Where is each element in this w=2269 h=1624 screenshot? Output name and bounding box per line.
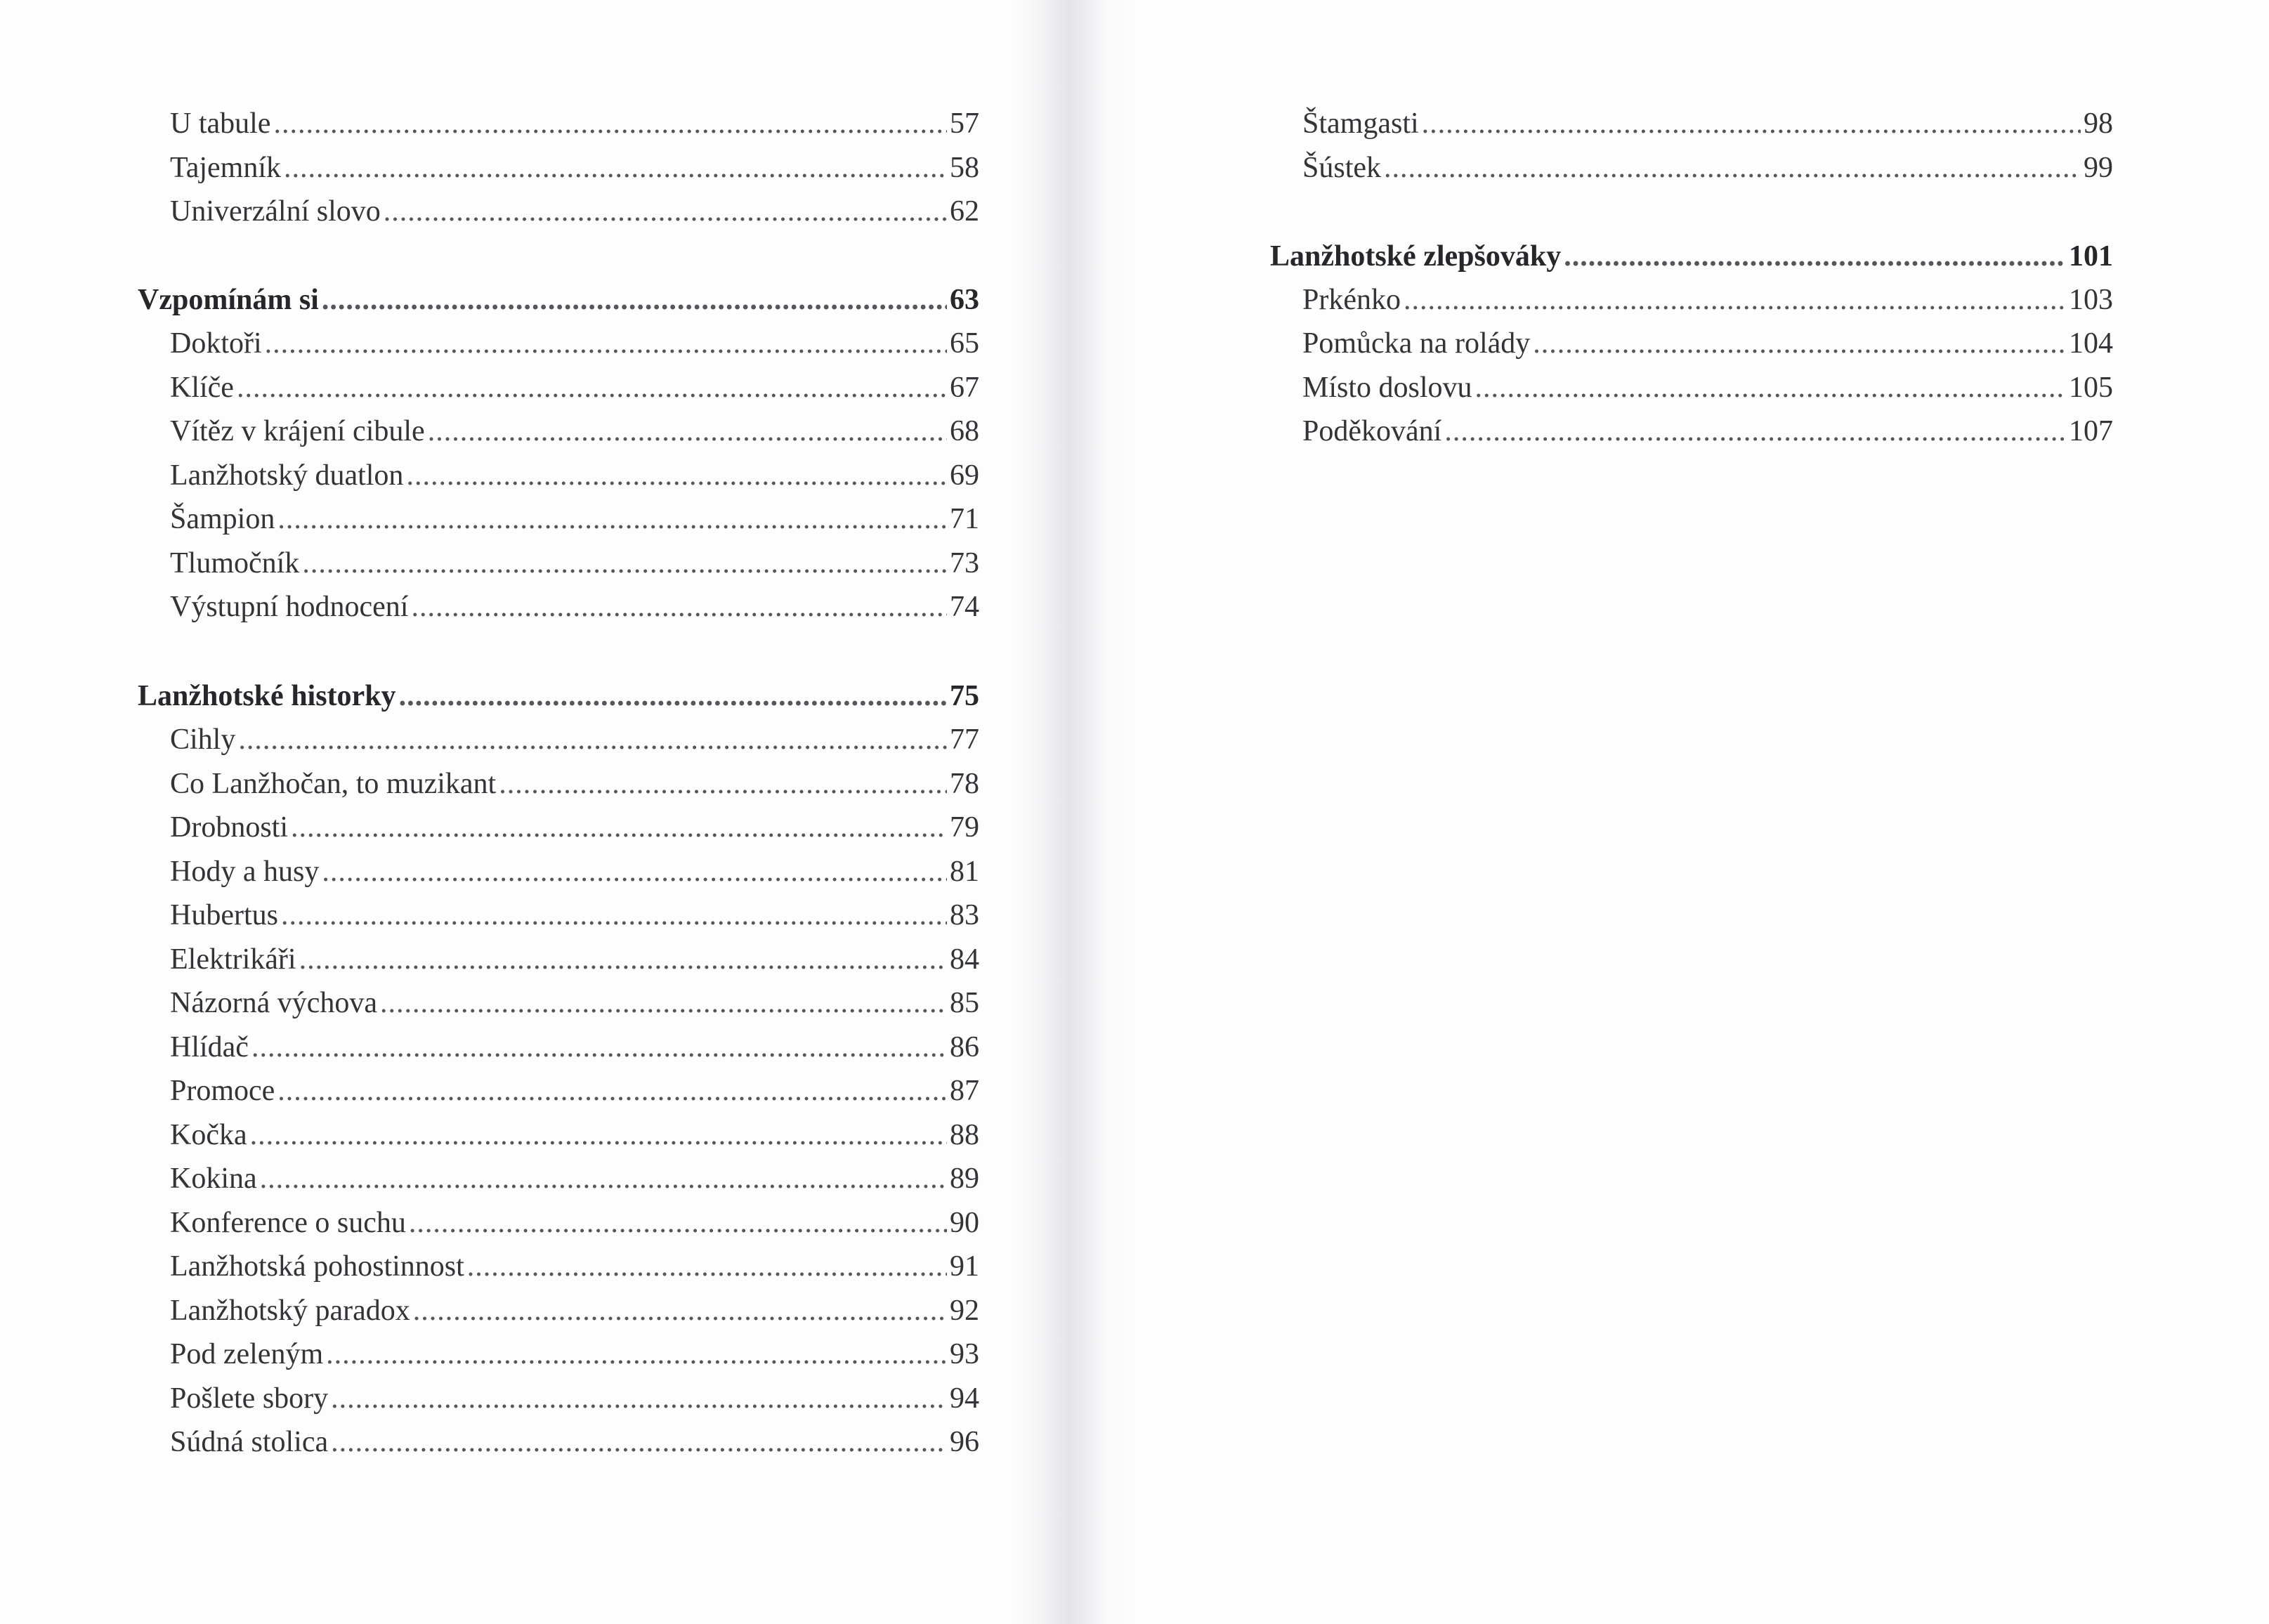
toc-leader-dots — [413, 1291, 947, 1330]
toc-leader-dots — [1564, 237, 2066, 276]
toc-leader-dots — [322, 852, 947, 891]
toc-entry-title: Hubertus — [170, 899, 278, 931]
toc-entry — [138, 983, 979, 1023]
toc-entry — [138, 1028, 979, 1067]
toc-entry — [1270, 368, 2113, 407]
toc-leader-dots — [237, 368, 947, 407]
toc-entry — [138, 764, 979, 804]
toc-entry — [138, 148, 979, 188]
toc-section-title: Lanžhotské historky — [138, 680, 396, 712]
toc-entry-title: Pošlete sbory — [170, 1382, 329, 1415]
toc-entry-title: Drobnosti — [170, 811, 288, 844]
toc-entry — [1270, 324, 2113, 363]
toc-entry-title: Súdná stolica — [170, 1426, 329, 1458]
toc-entry-title: Promoce — [170, 1075, 275, 1107]
toc-leader-dots — [411, 587, 947, 627]
toc-entry-title: Hody a husy — [170, 856, 320, 888]
toc-leader-dots — [277, 1071, 947, 1111]
toc-entry-page: 99 — [2084, 152, 2113, 184]
toc-entry-title: Lanžhotský duatlon — [170, 459, 404, 492]
toc-entry-title: Lanžhotský paradox — [170, 1295, 410, 1327]
toc-entry-page: 103 — [2069, 284, 2113, 316]
toc-entry-title: Vítěz v krájení cibule — [170, 415, 425, 447]
toc-leader-dots — [238, 720, 947, 759]
toc-entry-page: 79 — [950, 811, 979, 844]
toc-entry — [138, 412, 979, 451]
toc-entry — [138, 940, 979, 979]
toc-leader-dots — [406, 456, 947, 495]
toc-entry-title: Místo doslovu — [1302, 372, 1472, 404]
toc-entry-title: Pomůcka na rolády — [1302, 327, 1531, 360]
toc-entry-page: 84 — [950, 943, 979, 976]
toc-entry-page: 90 — [950, 1207, 979, 1239]
toc-leader-dots — [299, 940, 947, 979]
toc-section-title: Lanžhotské zlepšováky — [1270, 240, 1562, 273]
toc-entry — [138, 192, 979, 231]
toc-entry-page: 96 — [950, 1426, 979, 1458]
toc-entry — [138, 1071, 979, 1111]
toc-entry-page: 86 — [950, 1031, 979, 1063]
toc-leader-dots — [1404, 280, 2066, 320]
toc-entry-page: 74 — [950, 591, 979, 623]
book-gutter — [1012, 0, 1138, 1624]
toc-leader-dots — [251, 1028, 947, 1067]
toc-leader-dots — [1422, 104, 2081, 143]
toc-leader-dots — [260, 1159, 947, 1198]
toc-entry — [138, 544, 979, 583]
toc-entry — [138, 1159, 979, 1198]
toc-entry-title: Štamgasti — [1302, 107, 1419, 140]
toc-leader-dots — [322, 280, 947, 320]
toc-leader-dots — [499, 764, 947, 804]
toc-entry-title: Elektrikáři — [170, 943, 296, 976]
toc-section-page: 63 — [950, 284, 979, 316]
toc-section-heading — [138, 280, 979, 320]
toc-entry-title: Co Lanžhočan, to muzikant — [170, 768, 497, 800]
toc-leader-dots — [265, 324, 947, 363]
toc-leader-dots — [284, 148, 947, 188]
toc-entry-page: 94 — [950, 1382, 979, 1415]
toc-entry-title: Univerzální slovo — [170, 195, 381, 228]
toc-entry — [138, 1335, 979, 1374]
toc-entry — [1270, 148, 2113, 188]
toc-section-page: 75 — [950, 680, 979, 712]
toc-entry-page: 81 — [950, 856, 979, 888]
toc-entry-page: 91 — [950, 1250, 979, 1283]
toc-entry-page: 105 — [2069, 372, 2113, 404]
toc-leader-dots — [380, 983, 947, 1023]
toc-leader-dots — [302, 544, 947, 583]
toc-entry-title: Lanžhotská pohostinnost — [170, 1250, 464, 1283]
toc-entry-page: 107 — [2069, 415, 2113, 447]
toc-leader-dots — [277, 499, 947, 539]
toc-leader-dots — [281, 896, 947, 935]
toc-entry-page: 65 — [950, 327, 979, 360]
toc-leader-dots — [384, 192, 947, 231]
toc-leader-dots — [409, 1203, 947, 1243]
toc-entry-page: 89 — [950, 1163, 979, 1195]
toc-leader-dots — [399, 676, 947, 716]
toc-leader-dots — [331, 1422, 947, 1462]
toc-entry — [138, 720, 979, 759]
toc-leader-dots — [1384, 148, 2081, 188]
toc-entry-title: Klíče — [170, 372, 234, 404]
toc-entry-title: Šústek — [1302, 152, 1382, 184]
toc-entry-title: Pod zeleným — [170, 1338, 324, 1370]
toc-entry — [138, 1247, 979, 1286]
toc-entry — [138, 1422, 979, 1462]
toc-entry-page: 71 — [950, 503, 979, 535]
toc-entry-page: 58 — [950, 152, 979, 184]
toc-entry — [138, 587, 979, 627]
toc-leader-dots — [1533, 324, 2066, 363]
toc-section-heading — [138, 676, 979, 716]
toc-entry — [1270, 412, 2113, 451]
toc-entry — [138, 456, 979, 495]
toc-section-title: Vzpomínám si — [138, 284, 319, 316]
toc-entry-page: 78 — [950, 768, 979, 800]
toc-entry-page: 83 — [950, 899, 979, 931]
toc-entry — [138, 808, 979, 847]
toc-entry-page: 69 — [950, 459, 979, 492]
toc-entry-page: 85 — [950, 987, 979, 1019]
toc-entry-title: Tlumočník — [170, 547, 300, 579]
toc-entry — [1270, 280, 2113, 320]
toc-entry-page: 67 — [950, 372, 979, 404]
toc-entry-title: Poděkování — [1302, 415, 1442, 447]
toc-entry-title: Tajemník — [170, 152, 282, 184]
toc-section-page: 101 — [2069, 240, 2113, 273]
toc-entry-title: Prkénko — [1302, 284, 1401, 316]
toc-entry-page: 98 — [2084, 107, 2113, 140]
toc-entry-title: Kočka — [170, 1119, 247, 1151]
toc-leader-dots — [291, 808, 947, 847]
toc-entry-title: Výstupní hodnocení — [170, 591, 409, 623]
toc-entry-page: 77 — [950, 723, 979, 756]
toc-entry — [138, 896, 979, 935]
toc-entry — [1270, 104, 2113, 143]
toc-entry-page: 92 — [950, 1295, 979, 1327]
toc-entry-title: Hlídač — [170, 1031, 249, 1063]
toc-leader-dots — [1444, 412, 2066, 451]
toc-entry-title: Názorná výchova — [170, 987, 378, 1019]
toc-leader-dots — [428, 412, 947, 451]
toc-entry-title: Konference o suchu — [170, 1207, 406, 1239]
toc-entry — [138, 1379, 979, 1418]
toc-leader-dots — [326, 1335, 947, 1374]
toc-entry-title: Doktoři — [170, 327, 262, 360]
toc-entry-page: 104 — [2069, 327, 2113, 360]
toc-entry-page: 62 — [950, 195, 979, 228]
toc-entry-page: 88 — [950, 1119, 979, 1151]
toc-entry — [138, 368, 979, 407]
toc-entry — [138, 852, 979, 891]
toc-entry — [138, 104, 979, 143]
toc-entry — [138, 1291, 979, 1330]
toc-leader-dots — [331, 1379, 947, 1418]
toc-entry — [138, 324, 979, 363]
toc-entry-page: 73 — [950, 547, 979, 579]
toc-entry — [138, 1203, 979, 1243]
toc-entry — [138, 499, 979, 539]
toc-entry-title: Kokina — [170, 1163, 257, 1195]
toc-entry-page: 93 — [950, 1338, 979, 1370]
toc-entry-page: 68 — [950, 415, 979, 447]
toc-leader-dots — [273, 104, 947, 143]
toc-leader-dots — [1475, 368, 2066, 407]
toc-leader-dots — [467, 1247, 947, 1286]
toc-entry-page: 57 — [950, 107, 979, 140]
toc-entry-title: Cihly — [170, 723, 236, 756]
toc-entry — [138, 1115, 979, 1155]
toc-section-heading — [1270, 237, 2113, 276]
toc-entry-title: U tabule — [170, 107, 271, 140]
toc-entry-page: 87 — [950, 1075, 979, 1107]
toc-leader-dots — [250, 1115, 947, 1155]
toc-entry-title: Šampion — [170, 503, 275, 535]
